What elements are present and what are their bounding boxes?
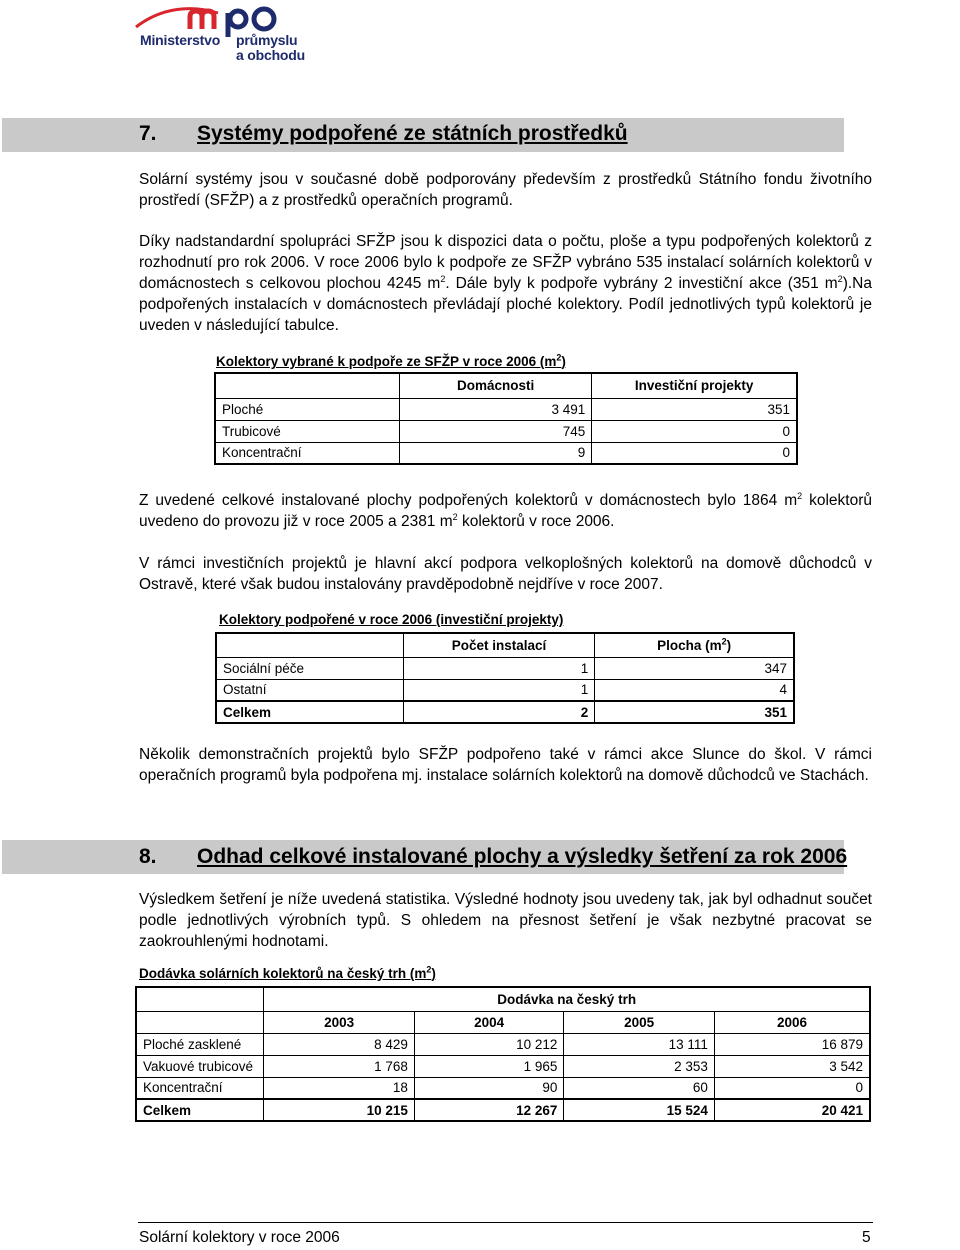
table-3-year: 2005 <box>564 1011 715 1033</box>
table-1 <box>214 372 798 465</box>
section-7-paragraph-4: V rámci investičních projektů je hlavní akcí podpora velkoplošných kolektorů na domově důchodců v Ostravě, které však budou instalovány pravděpodobně nejdříve v roce 2007. <box>139 555 872 593</box>
footer-divider <box>138 1222 873 1223</box>
table-row: Ploché 3 491 351 <box>215 398 797 420</box>
section-7-paragraph-3: Z uvedené celkové instalované plochy podpořených kolektorů v domácnostech bylo 1864 $m^2$ kolektorů uvedeno do provozu již v roce 2005 a 2381 $m^2$ kolektorů v roce 2006. <box>139 490 872 530</box>
table-row: Trubicové 745 0 <box>215 420 797 442</box>
table-1-header-investment: Investiční projekty <box>592 373 797 398</box>
table-row: Sociální péče 1 347 <box>216 657 794 679</box>
section-8-title: Odhad celkové instalované plochy a výsledky šetření za rok 2006 <box>197 845 848 868</box>
section-7-heading <box>139 122 628 146</box>
table-row: Koncentrační 18 90 60 0 <box>136 1077 870 1099</box>
table-2-caption: Kolektory podpořené v roce 2006 (investiční projekty) <box>219 612 564 627</box>
table-3 <box>135 986 871 1122</box>
table-row <box>136 987 870 1011</box>
table-row-total: Celkem 10 215 12 267 15 524 20 421 <box>136 1099 870 1121</box>
section-7-paragraph-2: Díky nadstandardní spolupráci SFŽP jsou k dispozici data o počtu, ploše a typu podpořených kolektorů z rozhodnutí pro rok 2006. V roce 2006 bylo k podpoře ze SFŽP vybráno 535 instalací solárních kolektorů v domácnostech s celkovou plochou 4245 $m^2$. Dále byly k podpoře vybrány 2 investiční akce (351 $m^2).Na$ podpořených instalacích v domácnostech převládají ploché kolektory. Podíl jednotlivých typů kolektorů je uveden v následující tabulce. <box>139 233 872 334</box>
table-row: Ostatní 1 4 <box>216 679 794 701</box>
table-3-year: 2004 <box>414 1011 564 1033</box>
table-row <box>215 373 797 398</box>
table-row: Koncentrační 9 0 <box>215 442 797 464</box>
section-7-number: 7. <box>139 122 157 145</box>
logo-line-2: průmyslu <box>236 32 298 48</box>
section-7-paragraph-1: Solární systémy jsou v současné době podporovány především z prostředků Státního fondu životního prostředí (SFŽP) a z prostředků operačních programů. <box>139 171 872 209</box>
table-1-header-households: Domácnosti <box>399 373 591 398</box>
section-8-number: 8. <box>139 845 157 868</box>
table-row: Vakuové trubicové 1 768 1 965 2 353 3 542 <box>136 1055 870 1077</box>
section-8-heading <box>139 845 847 869</box>
section-8-paragraph-1: Výsledkem šetření je níže uvedená statistika. Výsledné hodnoty jsou uvedeny tak, jak byl odhadnut součet podle jednotlivých výrobních typů. S ohledem na přesnost šetření je však nezbytné pracovat se zaokrouhlenými hodnotami. <box>139 891 872 950</box>
ministry-logo <box>132 3 305 69</box>
table-2-header-area: Plocha $(m^2)$ <box>595 633 794 657</box>
table-1-caption: Kolektory vybrané k podpoře ze SFŽP v roce 2006 $(m^2)$ <box>216 352 566 369</box>
table-3-year: 2006 <box>714 1011 870 1033</box>
logo-line-3: a obchodu <box>236 47 305 63</box>
logo-line-1: Ministerstvo <box>140 32 221 48</box>
footer-page-number: 5 <box>862 1229 871 1246</box>
footer-title: Solární kolektory v roce 2006 <box>139 1229 340 1246</box>
table-3-year: 2003 <box>264 1011 415 1033</box>
table-2-header-count: Počet instalací <box>403 633 594 657</box>
section-7-title: Systémy podpořené ze státních prostředků <box>197 122 628 145</box>
table-row: Ploché zasklené 8 429 10 212 13 111 16 879 <box>136 1033 870 1055</box>
table-3-caption: Dodávka solárních kolektorů na český trh $(m^2)$ <box>139 964 436 981</box>
table-3-group-header: Dodávka na český trh <box>264 987 870 1011</box>
section-7-paragraph-5: Několik demonstračních projektů bylo SFŽP podpořeno také v rámci akce Slunce do škol. V rámci operačních programů byla podpořena mj. instalace solárních kolektorů na domově důchodců ve Stachách. <box>139 746 872 784</box>
table-2 <box>215 632 795 724</box>
table-row <box>216 633 794 657</box>
table-row <box>136 1011 870 1033</box>
table-row-total: Celkem 2 351 <box>216 701 794 723</box>
